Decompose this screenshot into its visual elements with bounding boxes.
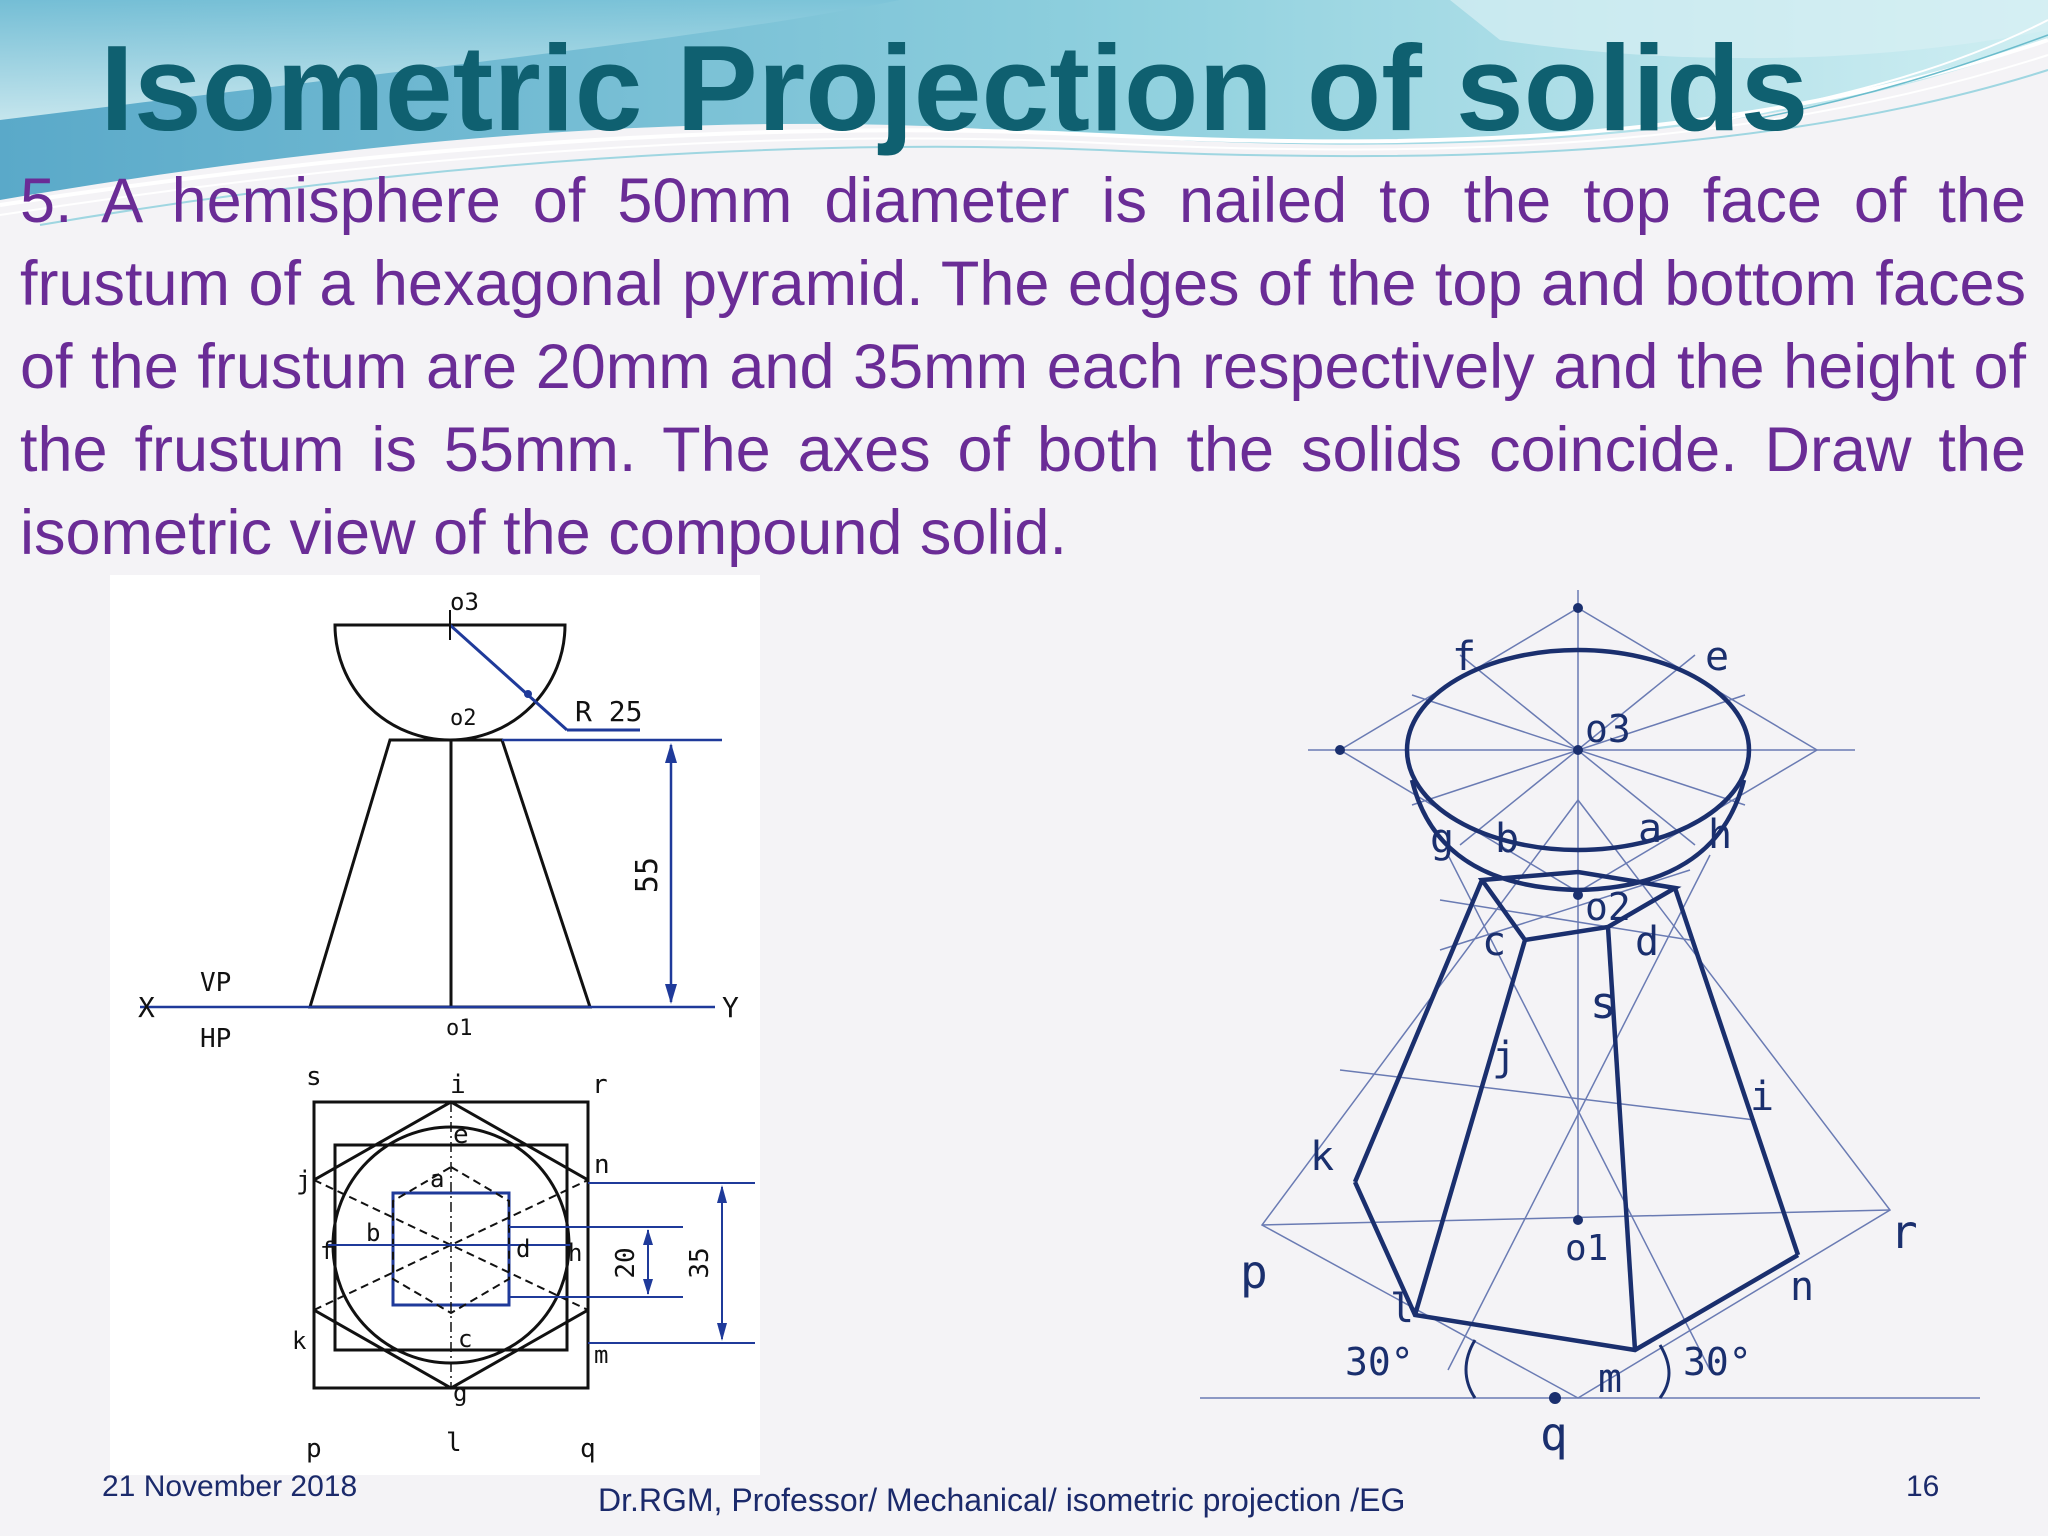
isometric-view-figure (1190, 570, 1918, 1470)
label-y: Y (722, 991, 739, 1024)
iso-label-n: n (1790, 1264, 1815, 1310)
top-label-s: s (306, 1062, 322, 1092)
label-dim-20: 20 (611, 1247, 641, 1279)
top-label-f: f (320, 1237, 335, 1265)
top-label-g: g (453, 1379, 468, 1407)
iso-label-angle-left: 30° (1345, 1340, 1414, 1384)
iso-label-c: c (1482, 919, 1507, 965)
footer-page-number: 16 (1906, 1470, 1940, 1503)
slide-title: Isometric Projection of solids (100, 20, 1809, 156)
label-o2: o2 (450, 706, 477, 731)
isometric-view-drawing (1190, 570, 1918, 1470)
label-radius: R 25 (575, 695, 643, 728)
label-o1: o1 (446, 1016, 473, 1041)
top-label-n: n (594, 1150, 610, 1180)
top-label-d: d (516, 1235, 531, 1263)
iso-label-o3: o3 (1585, 707, 1631, 751)
iso-label-r: r (1890, 1205, 1918, 1259)
top-label-m: m (594, 1341, 609, 1369)
iso-label-j: j (1492, 1034, 1517, 1080)
top-label-q: q (580, 1434, 596, 1464)
iso-label-g: g (1430, 816, 1455, 862)
iso-label-s: s (1590, 978, 1617, 1029)
top-label-r: r (592, 1070, 608, 1100)
top-label-b: b (366, 1219, 381, 1247)
iso-label-l: l (1390, 1286, 1415, 1332)
iso-label-a: a (1638, 806, 1663, 852)
iso-label-f: f (1452, 634, 1477, 680)
iso-label-d: d (1635, 919, 1660, 965)
problem-statement: 5. A hemisphere of 50mm diameter is nailed to the top face of the frustum of a hexagonal pyramid. The edges of the top and bottom faces of the frustum are 20mm and 35mm each respectively and the height of the frustum is 55mm. The axes of both the solids coincide. Draw the isometric view of the compound solid. (20, 166, 2026, 568)
top-label-i: i (450, 1070, 466, 1100)
label-dim-35: 35 (685, 1247, 715, 1279)
iso-label-angle-right: 30° (1683, 1340, 1752, 1384)
top-label-j: j (296, 1166, 312, 1196)
iso-label-p: p (1240, 1245, 1268, 1299)
orthographic-views-drawing (110, 575, 760, 1475)
iso-label-b: b (1495, 816, 1520, 862)
top-label-c: c (458, 1325, 473, 1353)
label-o3: o3 (450, 588, 479, 616)
top-label-a: a (430, 1165, 445, 1193)
label-x: X (138, 991, 155, 1024)
label-hp: HP (200, 1024, 232, 1054)
footer-author: Dr.RGM, Professor/ Mechanical/ isometric projection /EG (598, 1482, 1406, 1518)
orthographic-views-figure (110, 575, 760, 1475)
label-height-55: 55 (630, 856, 665, 894)
iso-label-e: e (1705, 634, 1730, 680)
iso-label-m: m (1598, 1356, 1623, 1402)
label-vp: VP (200, 968, 232, 998)
iso-label-k: k (1310, 1134, 1335, 1180)
top-label-h: h (568, 1239, 583, 1267)
iso-label-o1: o1 (1565, 1228, 1609, 1269)
iso-label-q: q (1540, 1407, 1568, 1461)
top-label-k: k (292, 1327, 307, 1355)
iso-label-o2: o2 (1585, 885, 1631, 929)
footer-date: 21 November 2018 (102, 1470, 358, 1503)
iso-label-i: i (1750, 1074, 1775, 1120)
top-label-l: l (446, 1428, 462, 1458)
iso-label-h: h (1708, 812, 1733, 858)
top-label-e: e (453, 1120, 469, 1150)
top-label-p: p (306, 1434, 322, 1464)
